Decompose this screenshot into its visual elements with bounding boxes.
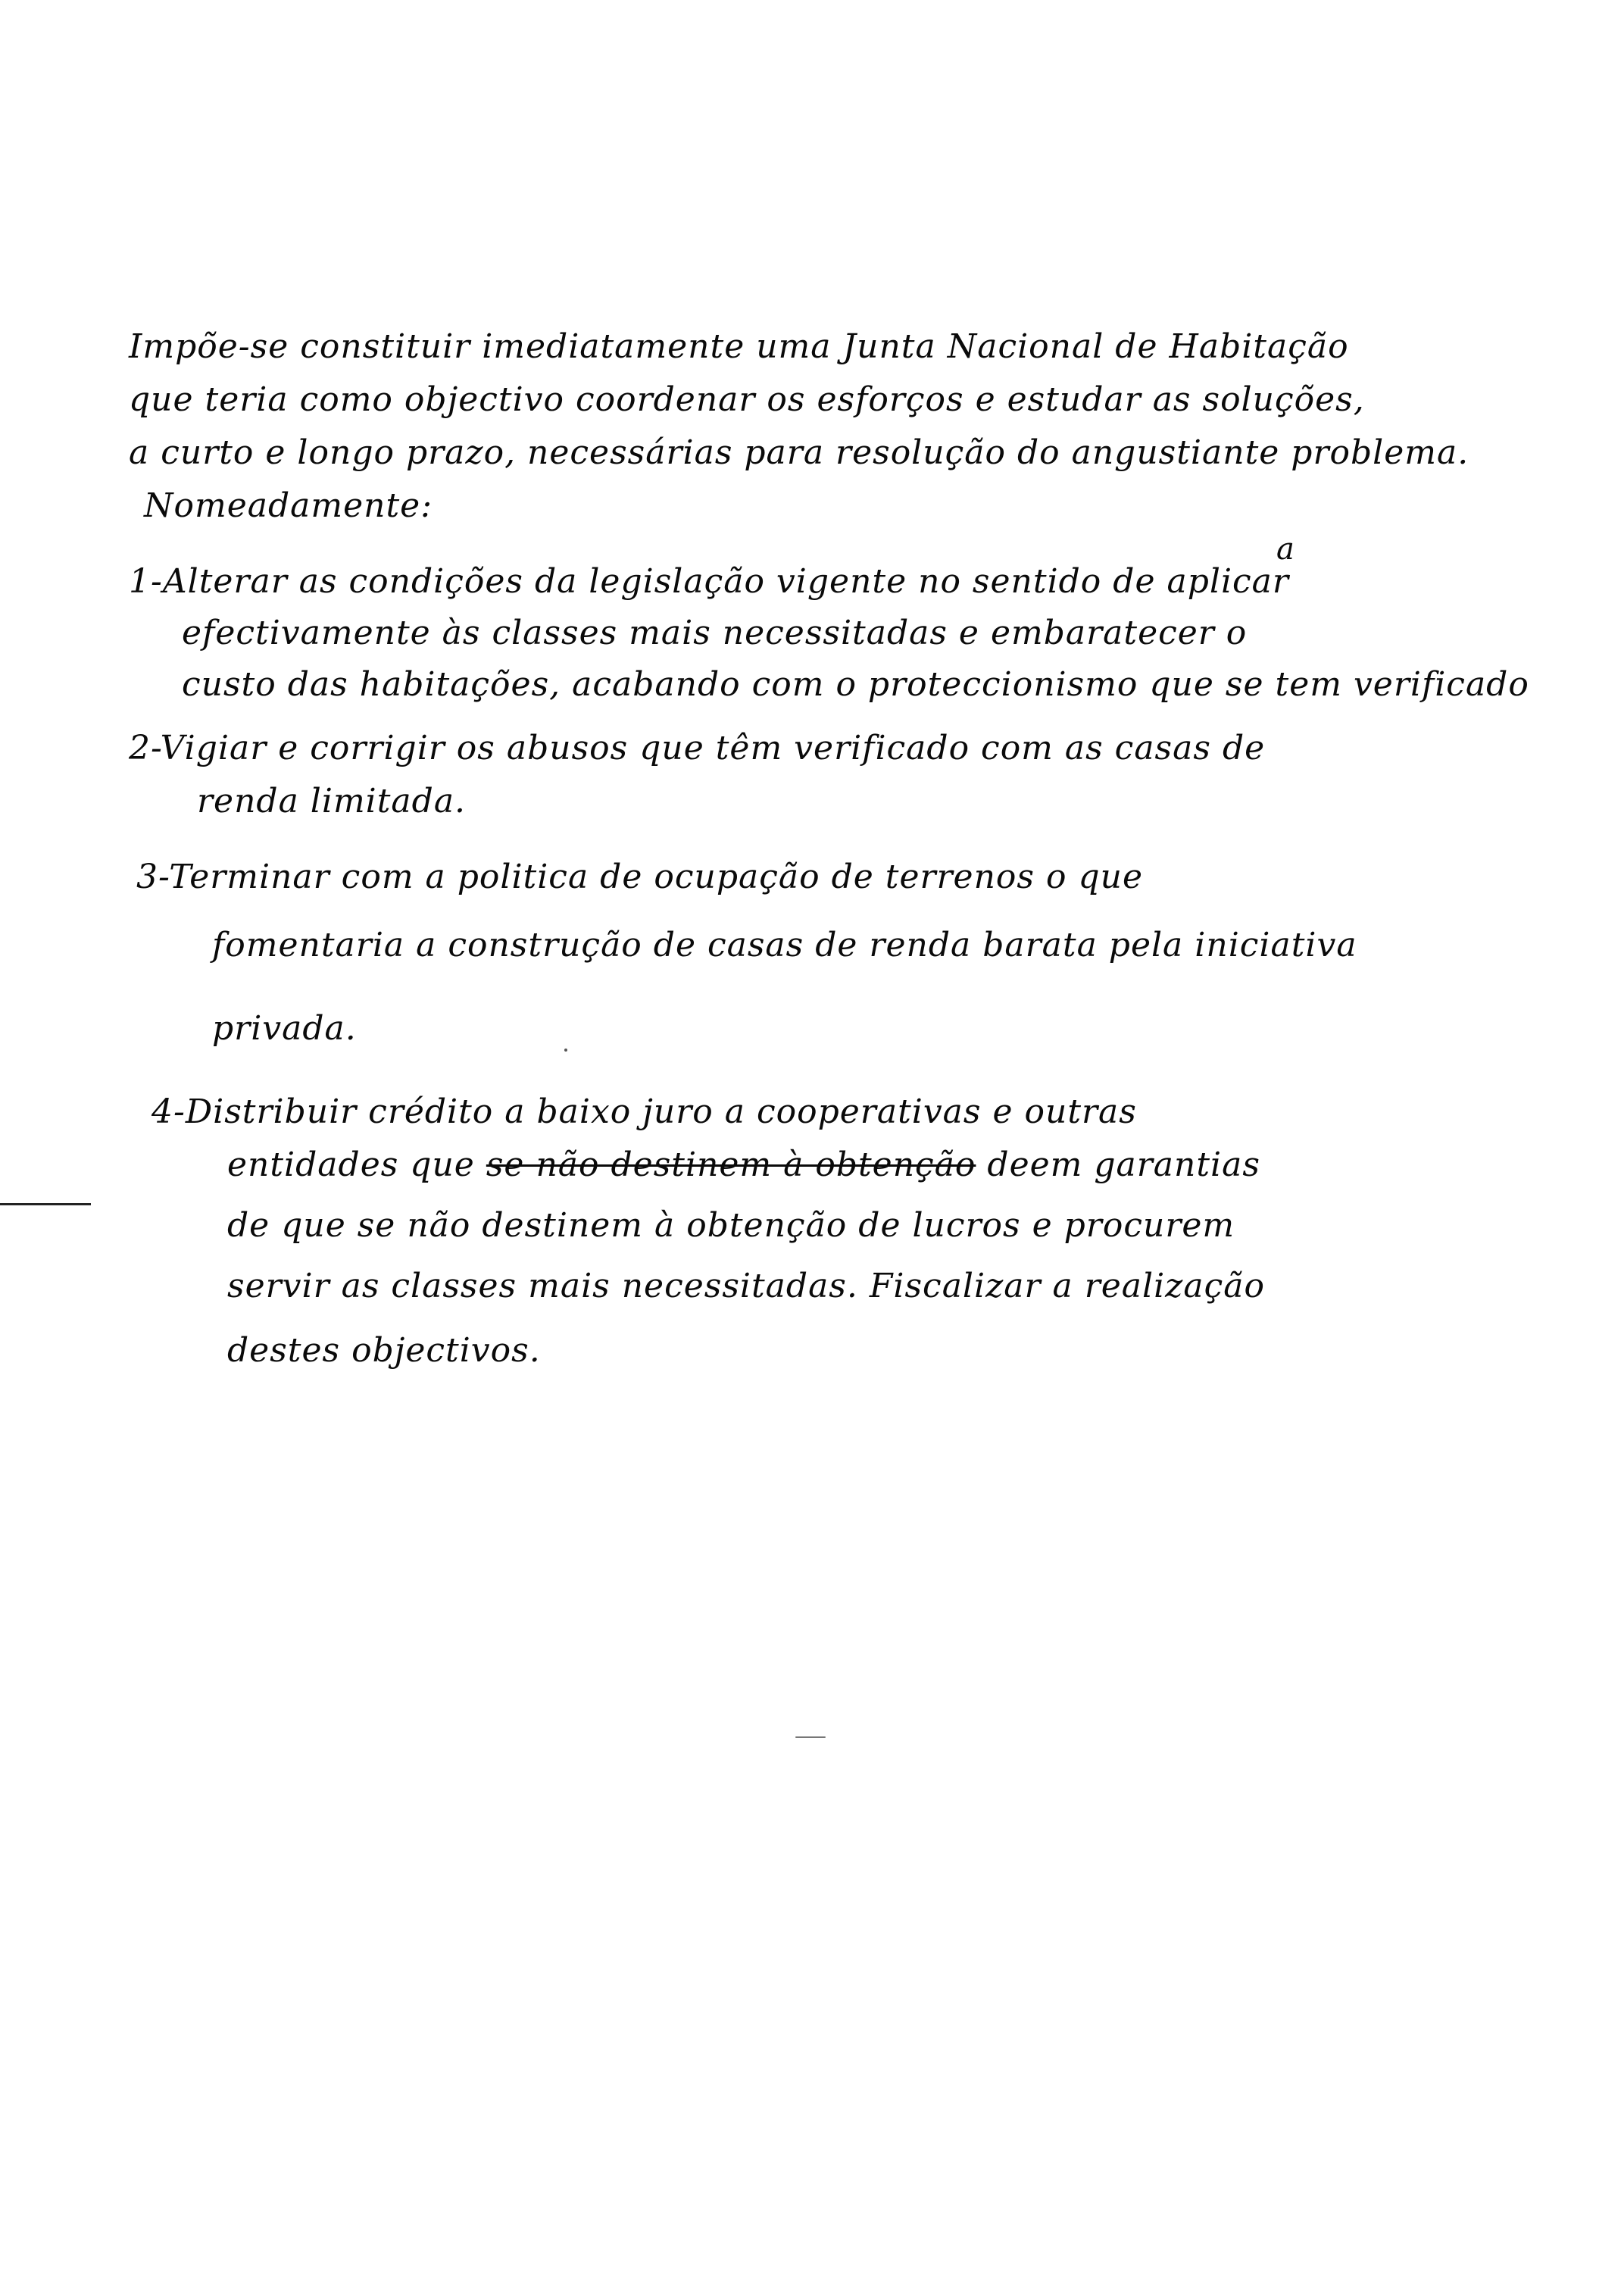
item-3-line-2: fomentaria a construção de casas de renda barata pela iniciativa xyxy=(212,926,1357,964)
item-4-line-4: servir as classes mais necessitadas. Fiscalizar a realização xyxy=(227,1267,1265,1305)
item-1-text: 1-Alterar as condições da legislação vigente no sentido de xyxy=(129,562,1156,601)
item-4-line-2-end: deem garantias xyxy=(987,1146,1260,1184)
intro-line-3: a curto e longo prazo, necessárias para resolução do angustiante problema. xyxy=(129,433,1469,472)
item-1-text-end: aplicar xyxy=(1166,562,1289,601)
item-1-line-3: custo das habitações, acabando com o proteccionismo que se tem verificado xyxy=(182,665,1529,704)
item-2-line-1: 2-Vigiar e corrigir os abusos que têm verificado com as casas de xyxy=(129,729,1266,767)
item-3-line-3: privada. xyxy=(212,1009,357,1048)
item-1-line-1 xyxy=(129,561,1289,603)
item-1-line-2: efectivamente às classes mais necessitadas e embaratecer o xyxy=(182,614,1248,652)
margin-mark xyxy=(0,1203,91,1205)
struck-through-text: se não destinem à obtenção xyxy=(486,1146,976,1184)
item-4-line-5: destes objectivos. xyxy=(227,1331,541,1370)
item-4-line-3: de que se não destinem à obtenção de lucros e procurem xyxy=(227,1206,1235,1245)
intro-line-1: Impõe-se constituir imediatamente uma Junta Nacional de Habitação xyxy=(129,327,1349,366)
item-4-line-2 xyxy=(227,1144,1260,1186)
insertion-mark: a xyxy=(1276,532,1295,567)
item-4-line-1: 4-Distribuir crédito a baixo juro a cooperativas e outras xyxy=(151,1092,1137,1131)
paper-speck xyxy=(795,1736,826,1738)
item-3-line-1: 3-Terminar com a politica de ocupação de terrenos o que xyxy=(136,858,1144,896)
intro-line-2: que teria como objectivo coordenar os esforços e estudar as soluções, xyxy=(129,380,1365,419)
item-2-line-2: renda limitada. xyxy=(197,782,467,820)
intro-line-4: Nomeadamente: xyxy=(144,486,433,525)
item-4-line-2-start: entidades que xyxy=(227,1146,475,1184)
paper-speck xyxy=(564,1049,567,1052)
